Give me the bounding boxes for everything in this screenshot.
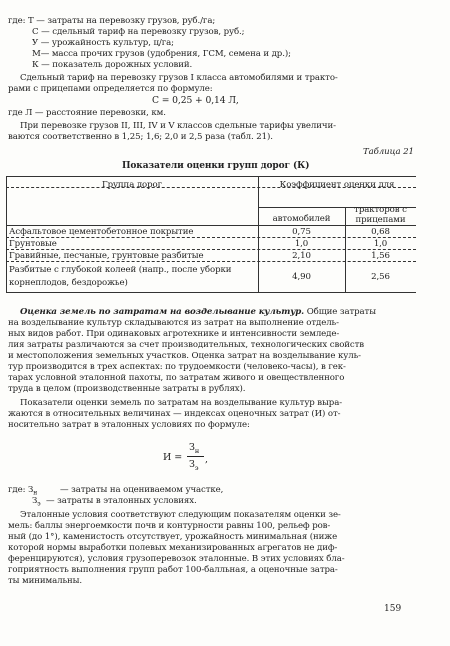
para-final-line-6: гоприятность выполнения групп работ 100-балльная, а оценочные затра- [8,565,338,575]
para-index-line-3: носительно затрат в эталонных условиях по формуле: [8,420,250,430]
formula-tariff: С = 0,25 + 0,14 Л, [152,95,239,106]
para-main-line-4: лия затраты различаются за счет производительных, технологических свойств [8,340,365,350]
def-L: где Л — расстояние перевозки, км. [8,108,166,118]
para-final-line-2: мель: баллы энергоемкости почв и контурности равны 100, рельеф ров- [8,521,331,531]
table-header-coef: Коэффициент оценки для [279,180,395,190]
table-row-name: Разбитые с глубокой колеей (напр., после уборки [9,265,232,275]
table-row-name-cont: корнеплодов, бездорожье) [9,278,128,288]
para-main-start: Общие затраты [306,307,376,317]
para-index-line-2: жаются в относительных величинах — индексах оценочных затрат (И) от- [8,409,341,419]
para-classes-line-2: ваются соответственно в 1,25; 1,6; 2,0 и 2,5 раза (табл. 21). [8,132,273,142]
table-row-auto: 4,90 [292,272,311,282]
table-header-tractor-2: прицепами [355,215,406,225]
para-final-line-1: Эталонные условия соответствуют следующим показателям оценки зе- [20,510,341,520]
para-main-line-2: на возделывание культур складываются из затрат на выполнение отдель- [8,318,339,328]
para-main-line-6: тур производится в трех аспектах: по трудоемкости (человеко-часы), в гек- [8,362,346,372]
formula-denominator: $З_э$ [189,459,199,472]
table-row-tractor: 1,56 [371,251,390,261]
table-row-name: Гравийные, песчаные, грунтовые разбитые [9,251,204,261]
table-row-name: Асфальтовое цементобетонное покрытие [9,227,194,237]
table-header-tractor-1: тракторов с [354,205,407,215]
def-Ze-text: — затраты в эталонных условиях. [46,496,197,506]
para-final-line-5: ференцируются), условия грузоперевозок эталонные. В этих условиях бла- [8,554,345,564]
para-index-line-1: Показатели оценки земель по затратам на возделывание культур выра- [20,398,343,408]
table-header-auto: автомобилей [272,214,331,224]
para-tariff-line-1: Сдельный тариф на перевозку грузов I класса автомобилями и тракто- [20,73,338,83]
para-classes-line-1: При перевозке грузов II, III, IV и V классов сдельные тарифы увеличи- [20,121,336,131]
para-tariff-line-2: рами с прицепами определяется по формуле: [8,84,213,94]
para-main-line-7: тарах условной эталонной пахоты, по затратам живого и овеществленного [8,373,345,383]
table-border-left [6,176,7,292]
def-line-U: У — урожайность культур, ц/га; [32,38,174,48]
para-main-line-1 [20,307,376,318]
def-line-T: где: Т — затраты на перевозку грузов, руб./га; [8,16,216,26]
formula-numerator: $З_н$ [189,442,200,455]
def-line-K: К — показатель дорожных условий. [32,60,193,70]
table-title: Показатели оценки групп дорог (К) [122,161,310,171]
table-row-auto: 2,10 [292,251,311,261]
section-heading: Оценка земель по затратам на возделывание культур. [20,307,305,317]
para-final-line-4: которой нормы выработки полевых механизированных агрегатов не диф- [8,543,338,553]
para-final-line-3: ный (до 1°), каменистость отсутствует, урожайность минимальная (ниже [8,532,338,542]
para-main-line-8: труда в целом (производственные затраты в рублях). [8,384,246,394]
def-Ze-symbol: $З_э$ [32,496,41,508]
table-row-tractor: 1,0 [373,239,388,249]
table-row-tractor: 0,68 [371,227,390,237]
table-row-tractor: 2,56 [371,272,390,282]
page-number: 159 [384,604,402,614]
def-line-C: С — сдельный тариф на перевозку грузов, руб.; [32,27,245,37]
para-main-line-3: ных видов работ. При одинаковых агротехнике и интенсивности земледе- [8,329,340,339]
table-row-auto: 1,0 [294,239,309,249]
table-label: Таблица 21 [363,147,414,157]
def-line-M: М— масса прочих грузов (удобрения, ГСМ, семена и др.); [32,49,291,59]
table-row-auto: 0,75 [292,227,311,237]
table-header-group: Группа дорог [101,180,162,190]
para-final-line-7: ты минимальны. [8,576,83,586]
formula-lhs: И = [163,452,183,463]
table-row-name: Грунтовые [9,239,57,249]
table-rule-top [6,176,416,177]
table-rule-bottom [6,292,416,293]
formula-fraction-bar [187,456,204,457]
def-Zn-symbol: где: $З_н$ [8,485,38,497]
para-main-line-5: и местоположения земельных участков. Оценка затрат на возделывание куль- [8,351,361,361]
def-Zn-text: — затраты на оцениваемом участке, [60,485,224,495]
formula-comma: , [205,454,209,465]
